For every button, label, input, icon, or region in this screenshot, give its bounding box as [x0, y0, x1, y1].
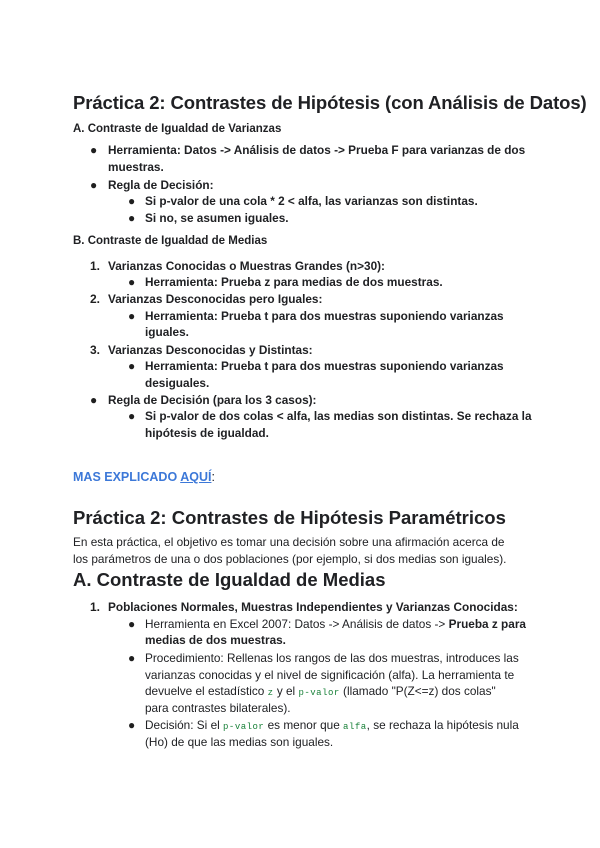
s2-decision-line2: (Ho) de que las medias son iguales.: [145, 735, 334, 749]
s2-item1: Poblaciones Normales, Muestras Independientes y Varianzas Conocidas:: [108, 600, 518, 614]
a-herramienta-line2: muestras.: [108, 160, 164, 174]
list-number: 2.: [90, 292, 101, 306]
bullet-icon: ●: [128, 409, 136, 423]
alfa-code: alfa: [343, 722, 367, 732]
section2-a-title: A. Contraste de Igualdad de Medias: [73, 569, 386, 590]
list-number: 1.: [90, 259, 101, 273]
section2-intro-line2: los parámetros de una o dos poblaciones (por ejemplo, si dos medias son iguales).: [73, 552, 507, 566]
bullet-icon: ●: [90, 143, 98, 157]
a-regla-sub2: Si no, se asumen iguales.: [145, 211, 289, 225]
b-regla-sub-line2: hipótesis de igualdad.: [145, 426, 269, 440]
s2-proc-text-c: (llamado "P(Z<=z) dos colas": [339, 684, 496, 698]
b-regla-sub-line1: Si p-valor de dos colas < alfa, las medias son distintas. Se rechaza la: [145, 409, 532, 423]
b-item3-sub-line1: Herramienta: Prueba t para dos muestras suponiendo varianzas: [145, 359, 504, 373]
z-code: z: [267, 688, 274, 698]
s2-proc-line2: varianzas conocidas y el nivel de significación (alfa). La herramienta te: [145, 668, 515, 682]
s2-dec-text-a: Decisión: Si el: [145, 718, 224, 732]
link-colon: :: [211, 470, 215, 484]
section1-title: Práctica 2: Contrastes de Hipótesis (con Análisis de Datos): [73, 92, 587, 113]
b-item1: Varianzas Conocidas o Muestras Grandes (n>30):: [108, 259, 385, 273]
b-regla: Regla de Decisión (para los 3 casos):: [108, 393, 317, 407]
list-number: 3.: [90, 343, 101, 357]
bullet-icon: ●: [128, 617, 136, 631]
s2-proc-line4: para contrastes bilaterales).: [145, 701, 291, 715]
section1-b-heading: B. Contraste de Igualdad de Medias: [73, 235, 268, 247]
a-regla-sub1: Si p-valor de una cola * 2 < alfa, las varianzas son distintas.: [145, 194, 478, 208]
bullet-icon: ●: [128, 359, 136, 373]
mas-explicado-label: MAS EXPLICADO: [73, 470, 181, 484]
bullet-icon: ●: [128, 211, 136, 225]
bullet-icon: ●: [90, 393, 98, 407]
s2-proc-text-b: y el: [273, 684, 299, 698]
s2-herramienta-line2: medias de dos muestras.: [145, 633, 286, 647]
b-item2-sub-line1: Herramienta: Prueba t para dos muestras suponiendo varianzas: [145, 309, 504, 323]
p-valor-code: p-valor: [298, 688, 340, 698]
b-item3: Varianzas Desconocidas y Distintas:: [108, 343, 313, 357]
b-item2: Varianzas Desconocidas pero Iguales:: [108, 292, 323, 306]
bullet-icon: ●: [128, 309, 136, 323]
bullet-icon: ●: [90, 178, 98, 192]
s2-proc-line1: Procedimiento: Rellenas los rangos de las dos muestras, introduces las: [145, 651, 519, 665]
section2-intro-line1: En esta práctica, el objetivo es tomar una decisión sobre una afirmación acerca de: [73, 535, 505, 549]
mas-explicado-row: [73, 470, 215, 484]
bullet-icon: ●: [128, 194, 136, 208]
a-regla: Regla de Decisión:: [108, 178, 214, 192]
section1-a-heading: A. Contraste de Igualdad de Varianzas: [73, 123, 282, 135]
bullet-icon: ●: [128, 651, 136, 665]
b-item3-sub-line2: desiguales.: [145, 376, 210, 390]
s2-proc-text-a: devuelve el estadístico: [145, 684, 268, 698]
bullet-icon: ●: [128, 275, 136, 289]
aqui-link[interactable]: AQUÍ: [180, 470, 212, 484]
b-item1-sub: Herramienta: Prueba z para medias de dos muestras.: [145, 275, 443, 289]
b-item2-sub-line2: iguales.: [145, 325, 189, 339]
s2-herramienta-line1: [145, 616, 526, 633]
list-number: 1.: [90, 600, 101, 614]
s2-herramienta-bold: Prueba z para: [448, 617, 526, 631]
p-valor-code: p-valor: [223, 722, 265, 732]
bullet-icon: ●: [128, 718, 136, 732]
s2-herramienta-plain: Herramienta en Excel 2007: Datos -> Análisis de datos ->: [145, 617, 449, 631]
a-herramienta-line1: Herramienta: Datos -> Análisis de datos -> Prueba F para varianzas de dos: [108, 143, 526, 157]
section2-title: Práctica 2: Contrastes de Hipótesis Paramétricos: [73, 507, 506, 528]
s2-dec-text-c: , se rechaza la hipótesis nula: [366, 718, 519, 732]
s2-dec-text-b: es menor que: [264, 718, 344, 732]
